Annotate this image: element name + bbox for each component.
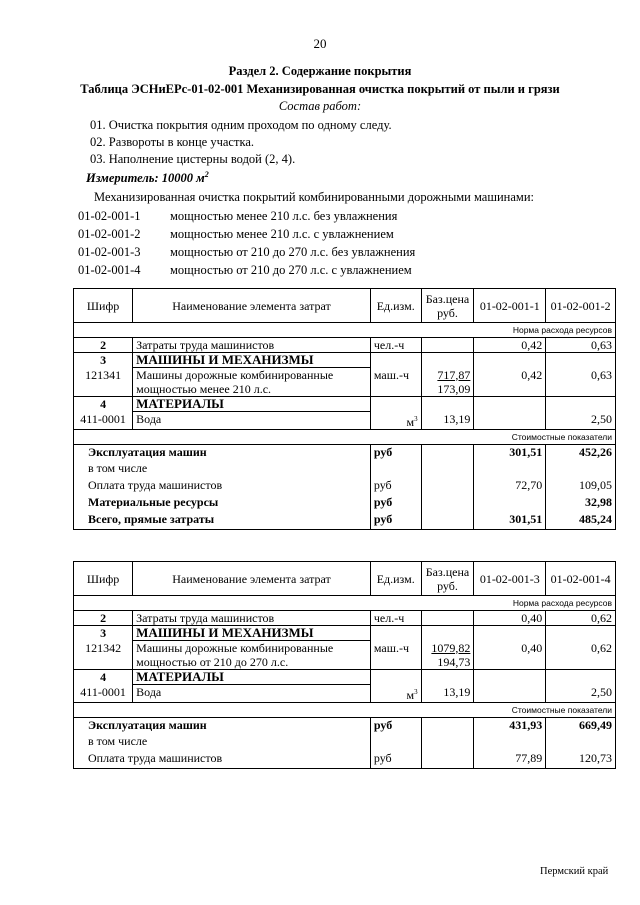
- cell-a: 0,42: [474, 368, 546, 397]
- cell-unit: [370, 626, 421, 641]
- summary-b: [546, 461, 616, 478]
- summary-row: [74, 734, 616, 751]
- summary-unit: руб: [370, 512, 421, 529]
- cell-b: [546, 397, 616, 412]
- cell-unit: $м^3$: [370, 412, 421, 430]
- table-row: [74, 670, 616, 685]
- cell-b: 2,50: [546, 412, 616, 430]
- summary-unit: [370, 461, 421, 478]
- summary-row: [74, 461, 616, 478]
- cell-code: 411-0001: [74, 685, 133, 703]
- header-unit: Ед.изм.: [370, 289, 421, 323]
- cell-b: 0,63: [546, 368, 616, 397]
- variant-text: мощностью от 210 до 270 л.с. без увлажнения: [170, 245, 416, 259]
- cell-unit: [370, 353, 421, 368]
- table-row: [74, 397, 616, 412]
- cell-code: 3: [74, 626, 133, 641]
- summary-row: [74, 444, 616, 461]
- variant-code: 01-02-001-3: [78, 245, 141, 259]
- variant-text: мощностью менее 210 л.с. без увлажнения: [170, 209, 398, 223]
- table-row: [74, 353, 616, 368]
- cell-a: [474, 397, 546, 412]
- summary-price: [421, 495, 474, 512]
- summary-price: [421, 478, 474, 495]
- variant-row: [78, 243, 415, 261]
- table-row: [74, 338, 616, 353]
- cell-code: 411-0001: [74, 412, 133, 430]
- variant-row: [78, 225, 415, 243]
- cell-b: 2,50: [546, 685, 616, 703]
- variant-row: [78, 207, 415, 225]
- variant-code: 01-02-001-1: [78, 209, 141, 223]
- header-price: Баз.цена руб.: [421, 562, 474, 596]
- cell-a: [474, 412, 546, 430]
- cell-a: 0,42: [474, 338, 546, 353]
- table-row: [74, 641, 616, 670]
- work-step: 03. Наполнение цистерны водой (2, 4).: [90, 152, 296, 166]
- summary-b: 32,98: [546, 495, 616, 512]
- summary-a: 72,70: [474, 478, 546, 495]
- summary-row: [74, 495, 616, 512]
- table-row: [74, 611, 616, 626]
- variant-row: [78, 261, 415, 279]
- cell-name: Вода: [133, 685, 371, 703]
- summary-row: [74, 717, 616, 734]
- cell-unit: чел.-ч: [370, 338, 421, 353]
- cell-name: Машины дорожные комбинированные мощностью от 210 до 270 л.с.: [133, 641, 371, 670]
- cell-price: [421, 611, 474, 626]
- variant-code: 01-02-001-2: [78, 227, 141, 241]
- cell-b: [546, 353, 616, 368]
- summary-unit: [370, 734, 421, 751]
- header-price: Баз.цена руб.: [421, 289, 474, 323]
- cell-code: 4: [74, 397, 133, 412]
- cost-table-2: [73, 561, 616, 769]
- cell-code: 2: [74, 338, 133, 353]
- summary-name: Материальные ресурсы: [74, 495, 371, 512]
- cell-unit: [370, 397, 421, 412]
- summary-name: Эксплуатация машин: [74, 444, 371, 461]
- norm-label: Норма расхода ресурсов: [74, 596, 616, 611]
- subheader-row: [74, 429, 616, 444]
- header-unit: Ед.изм.: [370, 562, 421, 596]
- cell-code: 121342: [74, 641, 133, 670]
- header-name: Наименование элемента затрат: [133, 289, 371, 323]
- summary-price: [421, 734, 474, 751]
- summary-name: Эксплуатация машин: [74, 717, 371, 734]
- summary-b: [546, 734, 616, 751]
- summary-a: 77,89: [474, 751, 546, 768]
- cell-b: [546, 670, 616, 685]
- norm-label: Норма расхода ресурсов: [74, 323, 616, 338]
- table-title: Таблица ЭСНиЕРс-01-02-001 Механизированная очистка покрытий от пыли и грязи: [80, 82, 560, 96]
- summary-row: [74, 512, 616, 529]
- summary-b: 485,24: [546, 512, 616, 529]
- cell-price: [421, 626, 474, 641]
- cell-unit: $м^3$: [370, 685, 421, 703]
- subheader-row: [74, 702, 616, 717]
- cell-a: [474, 670, 546, 685]
- cell-unit: чел.-ч: [370, 611, 421, 626]
- cell-unit: маш.-ч: [370, 641, 421, 670]
- summary-unit: руб: [370, 478, 421, 495]
- summary-a: [474, 461, 546, 478]
- cell-name: Вода: [133, 412, 371, 430]
- cell-code: 4: [74, 670, 133, 685]
- table-row: [74, 368, 616, 397]
- cell-a: [474, 685, 546, 703]
- cell-name: Затраты труда машинистов: [133, 611, 371, 626]
- cell-price: [421, 670, 474, 685]
- summary-name: в том числе: [74, 461, 371, 478]
- page-number: 20: [313, 36, 327, 51]
- cost-label: Стоимостные показатели: [74, 429, 616, 444]
- summary-price: [421, 512, 474, 529]
- cell-code: 2: [74, 611, 133, 626]
- summary-row: [74, 478, 616, 495]
- cell-unit: [370, 670, 421, 685]
- summary-a: [474, 734, 546, 751]
- summary-b: 669,49: [546, 717, 616, 734]
- summary-price: [421, 717, 474, 734]
- cell-price: 13,19: [421, 412, 474, 430]
- subheader-row: [74, 323, 616, 338]
- header-code: Шифр: [74, 289, 133, 323]
- cell-unit: маш.-ч: [370, 368, 421, 397]
- subheader-row: [74, 596, 616, 611]
- cell-a: 0,40: [474, 611, 546, 626]
- header-name: Наименование элемента затрат: [133, 562, 371, 596]
- section-title: Раздел 2. Содержание покрытия: [228, 64, 412, 78]
- cost-label: Стоимостные показатели: [74, 702, 616, 717]
- cell-a: 0,40: [474, 641, 546, 670]
- meter-label: Измеритель: 10000 $м^2$: [86, 170, 209, 186]
- table-header-row: [74, 289, 616, 323]
- summary-unit: руб: [370, 444, 421, 461]
- summary-unit: руб: [370, 751, 421, 768]
- composition-title: Состав работ:: [278, 99, 362, 113]
- summary-a: 301,51: [474, 512, 546, 529]
- summary-a: [474, 495, 546, 512]
- summary-row: [74, 751, 616, 768]
- variant-text: мощностью от 210 до 270 л.с. с увлажнением: [170, 263, 412, 277]
- cell-code: 3: [74, 353, 133, 368]
- summary-name: Оплата труда машинистов: [74, 478, 371, 495]
- header-code: Шифр: [74, 562, 133, 596]
- cell-price: [421, 353, 474, 368]
- header-col-b: 01-02-001-4: [546, 562, 616, 596]
- summary-name: Всего, прямые затраты: [74, 512, 371, 529]
- cell-name: МАШИНЫ И МЕХАНИЗМЫ: [133, 626, 371, 641]
- work-step: 02. Развороты в конце участка.: [90, 135, 254, 149]
- cost-table-1: [73, 288, 616, 530]
- cell-a: [474, 626, 546, 641]
- cell-price: 13,19: [421, 685, 474, 703]
- summary-a: 301,51: [474, 444, 546, 461]
- cell-a: [474, 353, 546, 368]
- variant-text: мощностью менее 210 л.с. с увлажнением: [170, 227, 394, 241]
- header-col-a: 01-02-001-1: [474, 289, 546, 323]
- variant-code: 01-02-001-4: [78, 263, 141, 277]
- summary-price: [421, 751, 474, 768]
- cell-b: 0,62: [546, 641, 616, 670]
- summary-b: 120,73: [546, 751, 616, 768]
- cell-name: МАТЕРИАЛЫ: [133, 670, 371, 685]
- cell-price: 1079,82 194,73: [421, 641, 474, 670]
- cell-b: 0,62: [546, 611, 616, 626]
- summary-a: 431,93: [474, 717, 546, 734]
- summary-b: 452,26: [546, 444, 616, 461]
- variants-list: [78, 207, 415, 279]
- table-row: [74, 412, 616, 430]
- cell-name: Машины дорожные комбинированные мощностью менее 210 л.с.: [133, 368, 371, 397]
- description: Механизированная очистка покрытий комбинированными дорожными машинами:: [94, 190, 534, 204]
- cell-name: Затраты труда машинистов: [133, 338, 371, 353]
- work-step: 01. Очистка покрытия одним проходом по одному следу.: [90, 118, 392, 132]
- footer-region: Пермский край: [540, 866, 609, 877]
- summary-name: Оплата труда машинистов: [74, 751, 371, 768]
- cell-b: [546, 626, 616, 641]
- cell-name: МАТЕРИАЛЫ: [133, 397, 371, 412]
- cell-name: МАШИНЫ И МЕХАНИЗМЫ: [133, 353, 371, 368]
- header-col-a: 01-02-001-3: [474, 562, 546, 596]
- table-row: [74, 626, 616, 641]
- header-col-b: 01-02-001-2: [546, 289, 616, 323]
- summary-price: [421, 461, 474, 478]
- work-steps-list: [90, 117, 392, 168]
- summary-name: в том числе: [74, 734, 371, 751]
- cell-price: [421, 397, 474, 412]
- table-header-row: [74, 562, 616, 596]
- cell-code: 121341: [74, 368, 133, 397]
- cell-b: 0,63: [546, 338, 616, 353]
- summary-b: 109,05: [546, 478, 616, 495]
- summary-unit: руб: [370, 495, 421, 512]
- summary-price: [421, 444, 474, 461]
- cell-price: 717,87 173,09: [421, 368, 474, 397]
- summary-unit: руб: [370, 717, 421, 734]
- table-row: [74, 685, 616, 703]
- cell-price: [421, 338, 474, 353]
